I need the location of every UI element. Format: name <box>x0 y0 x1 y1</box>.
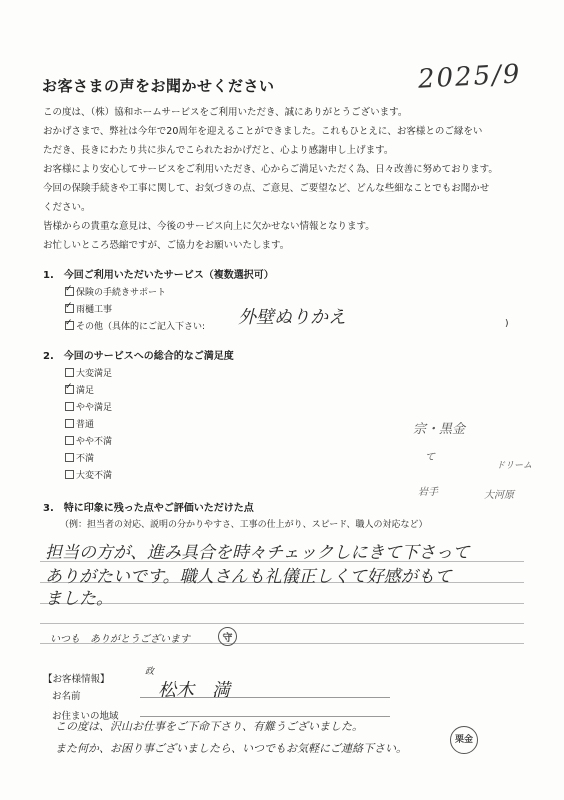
q1-other-answer: 外壁ぬりかえ <box>238 307 346 328</box>
checkbox[interactable] <box>65 368 74 377</box>
q3-answer-line: ありがたいです。職人さんも礼儀正しくて好感がもて <box>45 567 452 587</box>
q2-option[interactable]: やや満足 <box>65 400 112 413</box>
q1-other-close: ) <box>505 319 509 329</box>
q2-option[interactable]: 普通 <box>65 417 94 430</box>
q2-title: 2. 今回のサービスへの総合的なご満足度 <box>43 351 234 362</box>
name-value: 松木 満 <box>158 680 230 701</box>
checkbox[interactable] <box>65 287 74 296</box>
checkbox[interactable] <box>65 321 74 330</box>
q3-answer-line: ました。 <box>45 589 113 609</box>
q1-option-gutter[interactable]: ✓雨樋工事 <box>65 302 112 315</box>
q3-example: （例：担当者の対応、説明の分かりやすさ、工事の仕上がり、スピード、職人の対応など） <box>60 520 428 530</box>
q3-answer-line: 担当の方が、進み具合を時々チェックしにきて下さって <box>45 543 470 563</box>
intro-line: ただき、長きにわたり共に歩んでこられたおかげだと、心より感謝申し上げます。 <box>43 145 394 156</box>
intro-line: この度は、（株）協和ホームサービスをご利用いただき、誠にありがとうございます。 <box>43 107 408 118</box>
q1-option-other[interactable]: ✓その他（具体的にご記入下さい: <box>65 319 205 332</box>
name-ruby: 政 <box>145 667 155 677</box>
page-title: お客さまの声をお聞かせください <box>42 77 275 95</box>
q2-option[interactable]: 大変不満 <box>65 468 112 481</box>
intro-line: 今回の保険手続きや工事に関して、お気づきの点、ご意見、ご要望など、どんな些細なことでもお聞かせ <box>43 183 490 194</box>
checkbox[interactable] <box>65 402 74 411</box>
checkbox[interactable] <box>65 385 74 394</box>
name-label: お名前 <box>52 691 81 702</box>
intro-line: ください。 <box>43 202 91 213</box>
customer-info-label: 【お客様情報】 <box>43 674 110 685</box>
address-label: お住まいの地域 <box>52 711 119 722</box>
doodle-text: て <box>425 452 435 463</box>
address-line <box>140 716 390 717</box>
q2-option[interactable]: 大変満足 <box>65 366 112 379</box>
staff-stamp: 守 <box>218 627 237 646</box>
name-line <box>140 697 390 698</box>
intro-line: お忙しいところ恐縮ですが、ご協力をお願いいたします。 <box>43 240 290 251</box>
doodle-text: 宗・黒金 <box>413 422 466 437</box>
q2-option[interactable]: やや不満 <box>65 434 112 447</box>
q1-title: 1. 今回ご利用いただいたサービス（複数選択可） <box>43 270 274 281</box>
q1-option-insurance[interactable]: ✓保険の手続きサポート <box>65 285 166 298</box>
closing-line: この度は、沢山お仕事をご下命下さり、有難うございました。 <box>55 720 363 733</box>
staff-note: いつも ありがとうございます <box>50 634 190 645</box>
answer-line <box>40 623 524 624</box>
handwritten-date: 2025/9 <box>417 59 523 95</box>
q3-title: 3. 特に印象に残った点やご評価いただけた点 <box>43 503 254 514</box>
intro-line: お客様により安心してサービスをご利用いただき、心からご満足いただく為、日々改善に努めております。 <box>43 164 498 175</box>
doodle-text: 大河原 <box>484 490 514 501</box>
intro-line: おかげさまで、弊社は今年で20周年を迎えることができました。これもひとえに、お客様とのご縁をい <box>43 126 483 137</box>
q2-option[interactable]: ✓満足 <box>65 383 94 396</box>
closing-line: また何か、お困り事ございましたら、いつでもお気軽にご連絡下さい。 <box>55 742 407 755</box>
checkbox[interactable] <box>65 419 74 428</box>
doodle-text: ドリーム <box>496 461 533 471</box>
checkbox[interactable] <box>65 453 74 462</box>
checkbox[interactable] <box>65 436 74 445</box>
checkbox[interactable] <box>65 470 74 479</box>
intro-line: 皆様からの貴重な意見は、今後のサービス向上に欠かせない情報となります。 <box>43 221 375 232</box>
closing-stamp: 栗金 <box>450 726 478 754</box>
doodle-text: 岩手 <box>418 487 438 498</box>
q2-option[interactable]: 不満 <box>65 451 94 464</box>
checkbox[interactable] <box>65 304 74 313</box>
